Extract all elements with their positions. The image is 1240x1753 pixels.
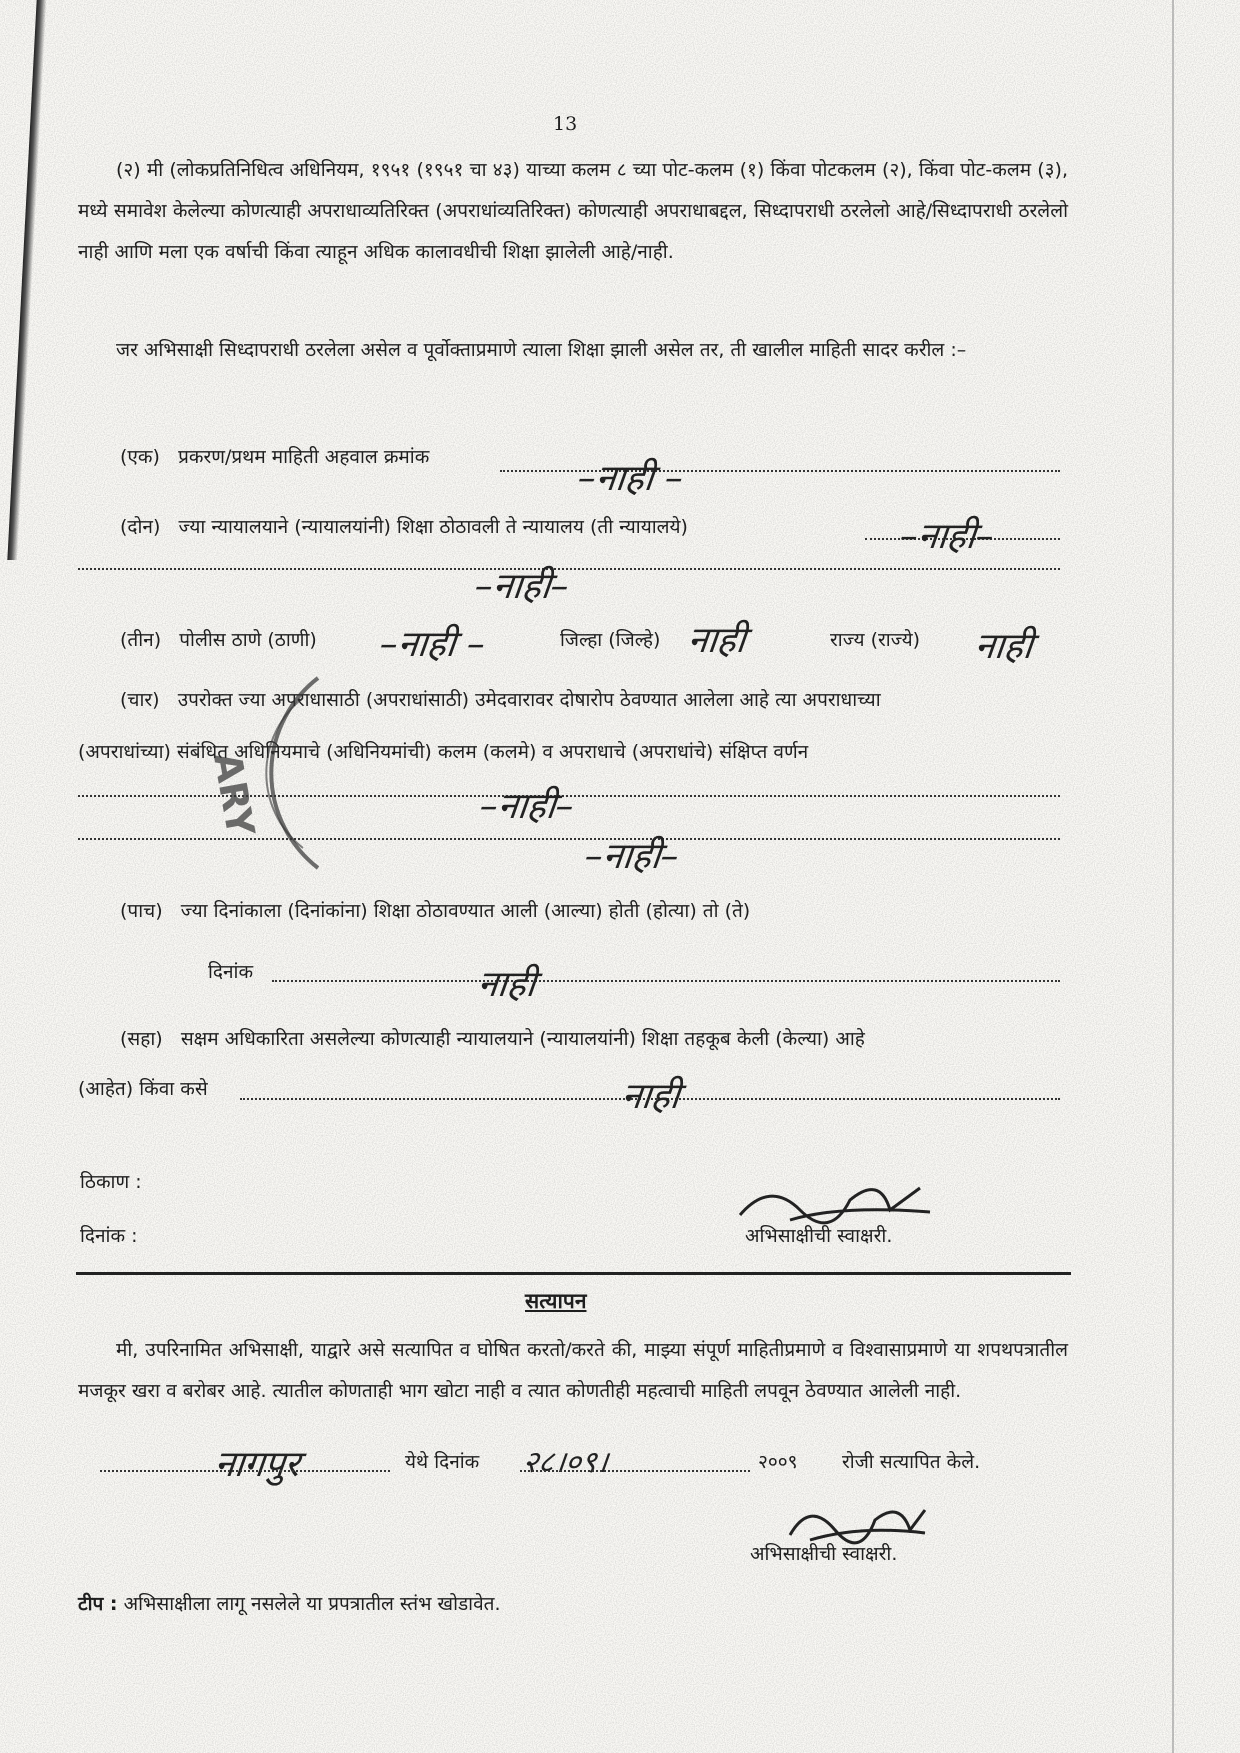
place-label: ठिकाण :	[80, 1171, 142, 1193]
item-don	[120, 513, 688, 539]
item-teen-number: (तीन)	[120, 629, 162, 651]
note	[78, 1590, 501, 1616]
item-ek-label: प्रकरण/प्रथम माहिती अहवाल क्रमांक	[178, 446, 430, 468]
item-ek-number: (एक)	[120, 446, 160, 468]
verification-end: रोजी सत्यापित केले.	[842, 1451, 981, 1473]
item-pach-label: ज्या दिनांकाला (दिनांकांना) शिक्षा ठोठावण्यात आली (आल्या) होती (होत्या) तो (ते)	[180, 900, 751, 922]
note-label: टीप :	[78, 1593, 118, 1615]
signature-label-2: अभिसाक्षीची स्वाक्षरी.	[750, 1543, 898, 1565]
item-teen-district-label: जिल्हा (जिल्हे)	[560, 629, 661, 651]
item-pach-number: (पाच)	[120, 900, 163, 922]
hw-don-a: –नाही–	[897, 516, 996, 557]
hw-pach: नाही	[475, 964, 538, 1005]
date-label: दिनांक :	[80, 1225, 138, 1247]
section-divider	[76, 1272, 1071, 1275]
item-char-line2: (अपराधांच्या) संबंधित अधिनियमाचे (अधिनियमांची) कलम (कलमे) व अपराधाचे (अपराधांचे) संक्षिप्त वर्णन	[78, 741, 809, 763]
verification-place-line	[100, 1470, 390, 1472]
item-teen	[120, 626, 317, 652]
item-pach-date-label: दिनांक	[208, 961, 254, 983]
hw-place: नागपुर	[212, 1444, 302, 1485]
hw-teen-police: –नाही –	[377, 624, 488, 665]
page-number: 13	[553, 113, 578, 135]
hw-char-a: –नाही–	[477, 786, 576, 827]
item-teen-police-label: पोलीस ठाणे (ठाणी)	[179, 629, 317, 651]
stamp	[178, 668, 338, 878]
item-don-number: (दोन)	[120, 516, 161, 538]
item-char-number: (चार)	[120, 689, 160, 711]
hw-teen-district: नाही	[685, 620, 748, 661]
hw-teen-state: नाही	[972, 626, 1035, 667]
item-saha-line2: (आहेत) किंवा कसे	[78, 1078, 208, 1100]
paragraph-declaration: (२) मी (लोकप्रतिनिधित्व अधिनियम, १९५१ (१९५१ चा ४३) याच्या कलम ८ च्या पोट-कलम (१) किंवा पोटकलम (२), किंवा पोट-कलम (३), मध्ये समावेश केलेल्या कोणत्याही अपराधाव्यतिरिक्त (अपराधांव्यतिरिक्त) कोणत्याही अपराधाबद्दल, सिध्दापराधी ठरलेलो आहे/सिध्दापराधी ठरलेलो नाही आणि मला एक वर्षाची किंवा त्याहून अधिक कालावधीची शिक्षा झालेली आहे/नाही.	[78, 159, 1068, 263]
item-saha-line1: सक्षम अधिकारिता असलेल्या कोणत्याही न्यायालयाने (न्यायालयांनी) शिक्षा तहकूब केली (केल्या) आहे	[180, 1028, 865, 1050]
item-saha-number: (सहा)	[120, 1028, 163, 1050]
note-text: अभिसाक्षीला लागू नसलेले या प्रपत्रातील स्तंभ खोडावेत.	[123, 1593, 501, 1615]
item-char-line1: उपरोक्त ज्या अपराधासाठी (अपराधांसाठी) उमेदवारावर दोषारोप ठेवण्यात आलेला आहे त्या अपराधाच्या	[177, 689, 881, 711]
hw-don-b: –नाही–	[472, 566, 571, 607]
item-teen-state-label: राज्य (राज्ये)	[830, 629, 921, 651]
hw-char-b: –नाही–	[582, 836, 681, 877]
item-don-label: ज्या न्यायालयाने (न्यायालयांनी) शिक्षा ठोठावली ते न्यायालय (ती न्यायालये)	[178, 516, 688, 538]
verification-body: मी, उपरिनामित अभिसाक्षी, याद्वारे असे सत्यापित व घोषित करतो/करते की, माझ्या संपूर्ण माहितीप्रमाणे व विश्वासाप्रमाणे या शपथपत्रातील मजकूर खरा व बरोबर आहे. त्यातील कोणताही भाग खोटा नाही व त्यात कोणतीही महत्वाची माहिती लपवून ठेवण्यात आलेली नाही.	[78, 1339, 1068, 1402]
item-pach	[120, 897, 750, 923]
signature-label-1: अभिसाक्षीची स्वाक्षरी.	[745, 1225, 893, 1247]
scan-edge-right	[1172, 0, 1174, 1753]
item-pach-fill-line	[272, 980, 1060, 982]
verification-date-line	[520, 1470, 750, 1472]
item-saha	[120, 1025, 865, 1051]
item-ek	[120, 443, 429, 469]
verification-at-date-label: येथे दिनांक	[405, 1451, 480, 1473]
stamp-text: ARY	[204, 749, 263, 840]
hw-ek: –नाही –	[575, 458, 686, 499]
hw-date: २८।०९।	[520, 1445, 610, 1480]
verification-year: २००९	[758, 1451, 798, 1473]
verification-title: सत्यापन	[525, 1289, 587, 1313]
paragraph-instructions: जर अभिसाक्षी सिध्दापराधी ठरलेला असेल व पूर्वोक्ताप्रमाणे त्याला शिक्षा झाली असेल तर, ती खालील माहिती सादर करील :–	[116, 339, 967, 361]
hw-saha: नाही	[619, 1076, 682, 1117]
